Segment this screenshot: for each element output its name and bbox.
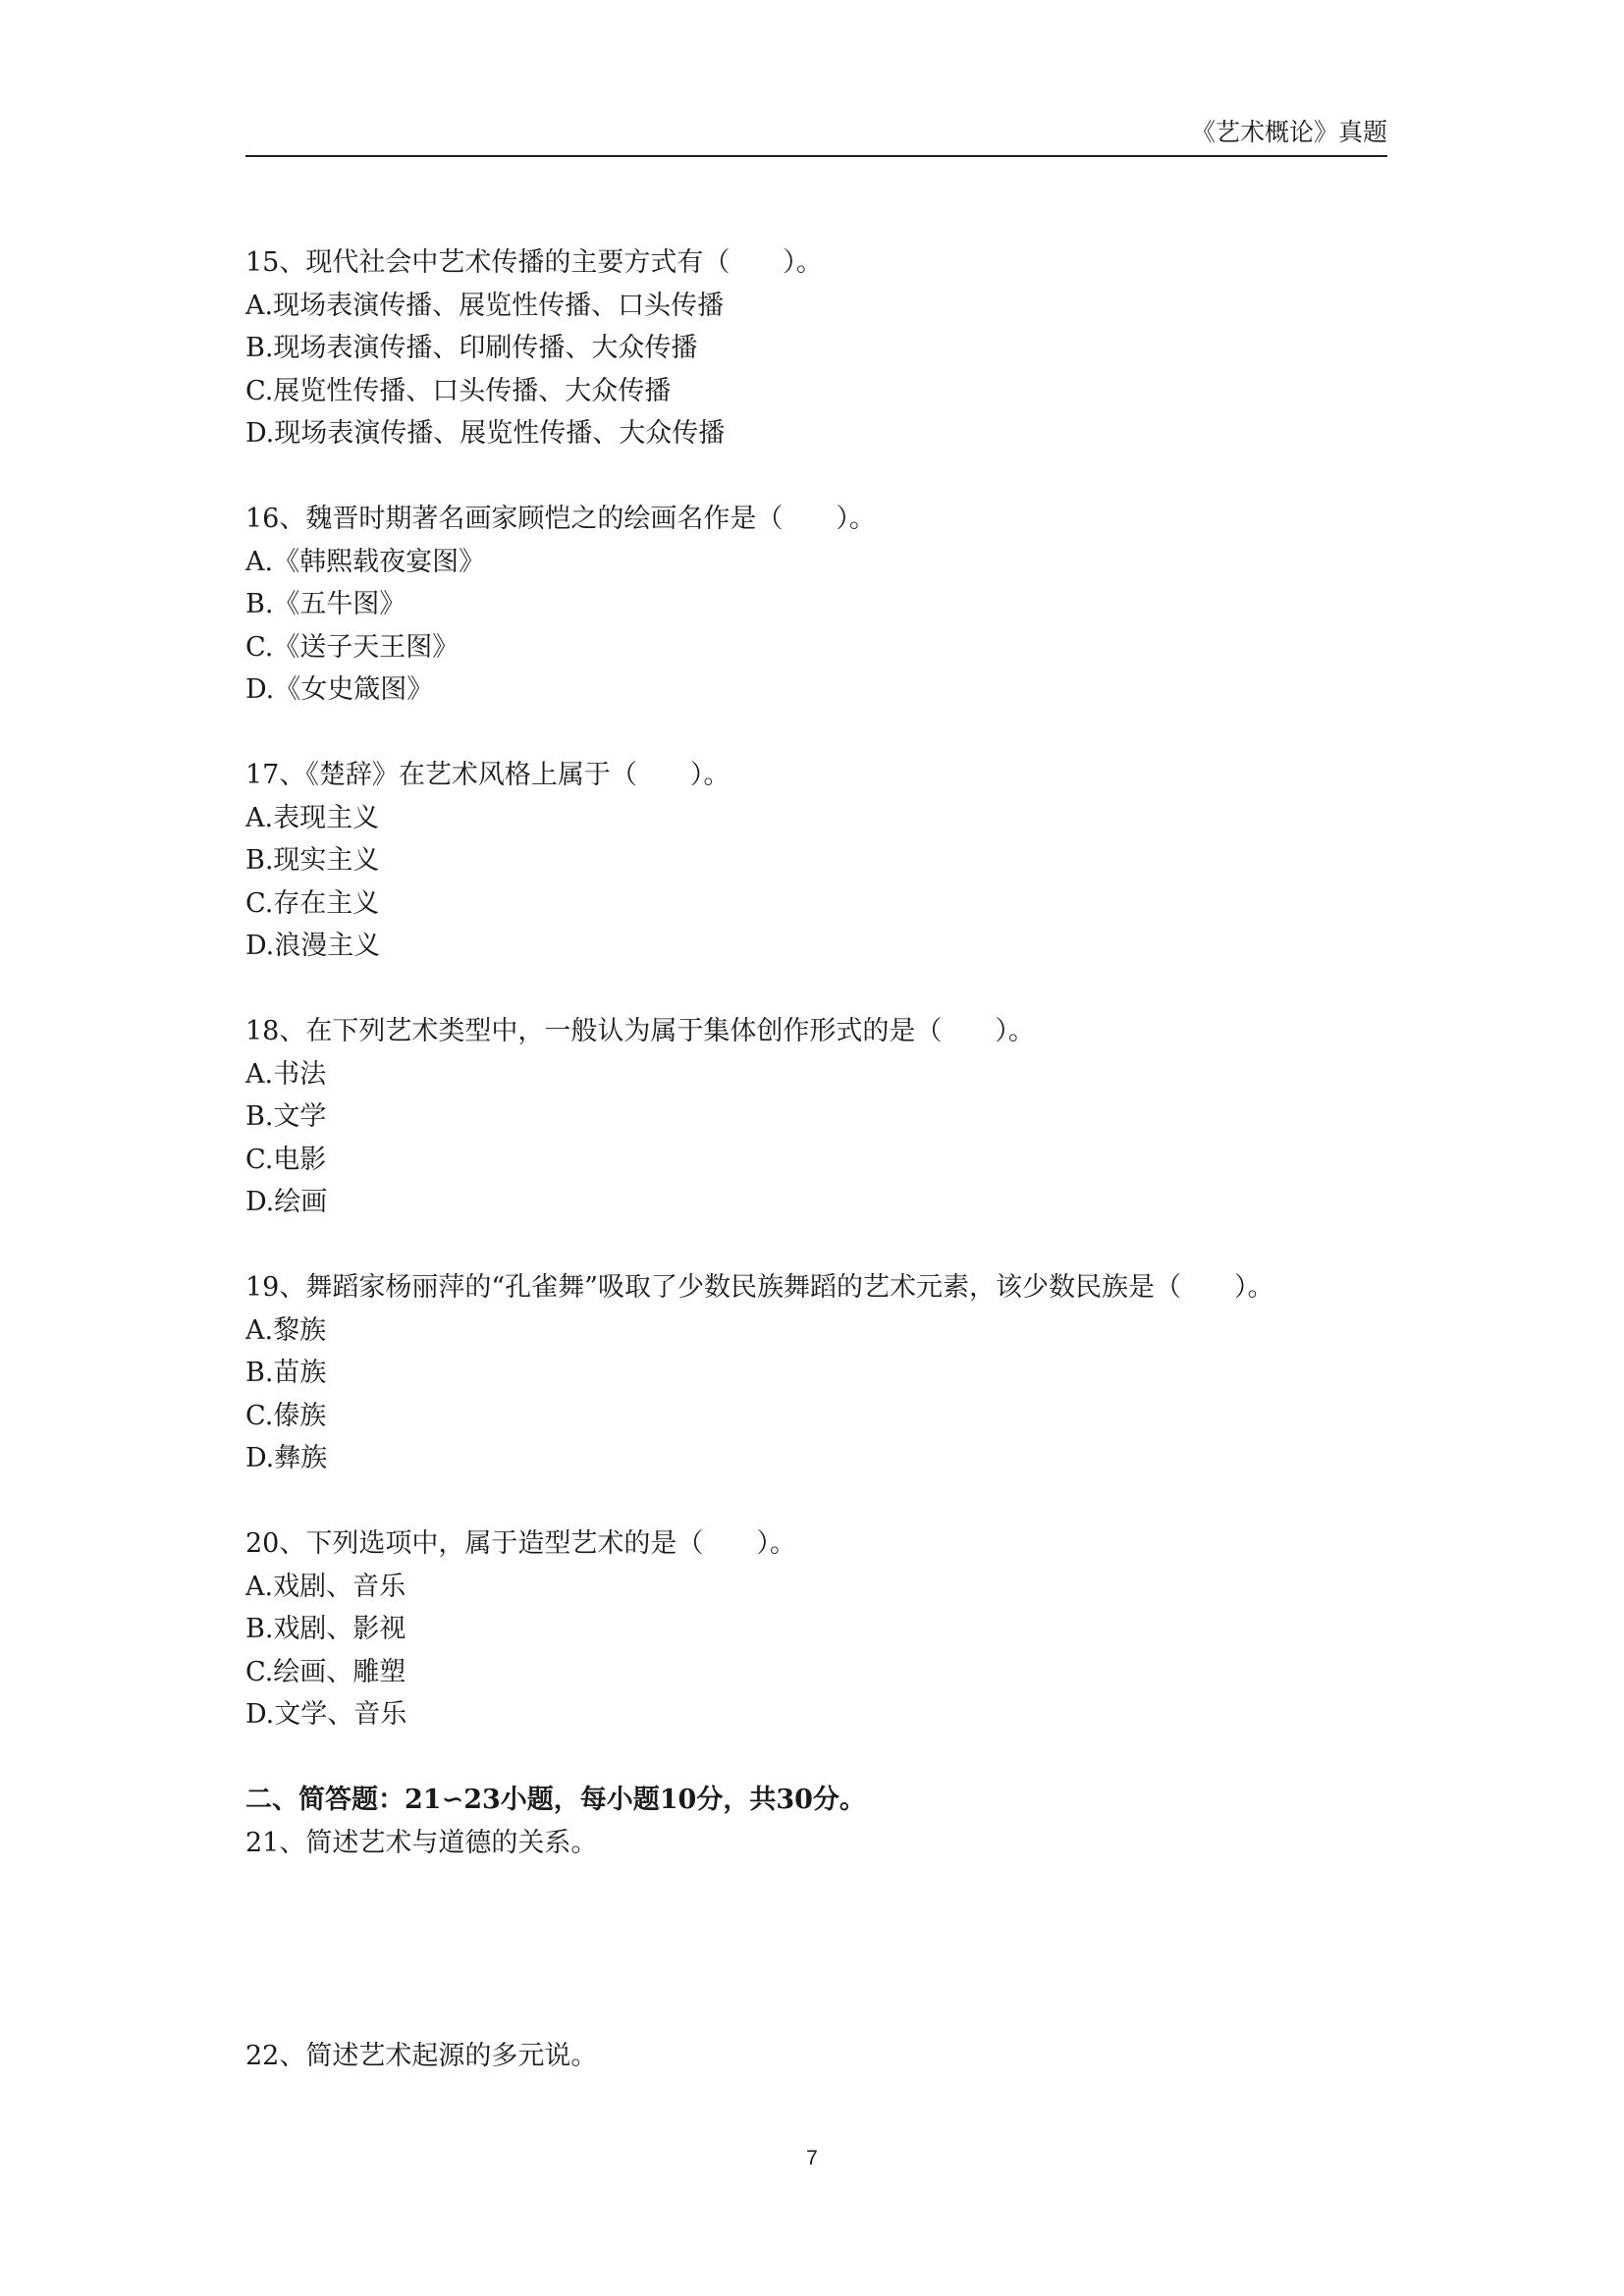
question-15 (245, 241, 1387, 455)
option-c: C.电影 (245, 1144, 327, 1175)
option-d: D.绘画 (245, 1187, 328, 1217)
option-a: A.黎族 (245, 1314, 327, 1346)
option-a: A.现场表演传播、展览性传播、口头传播 (245, 290, 725, 321)
option-b: B.戏剧、影视 (245, 1614, 406, 1644)
option-d: D.浪漫主义 (245, 931, 381, 961)
question-stem: 20、下列选项中，属于造型艺术的是（ ）。 (245, 1528, 796, 1559)
question-17 (245, 754, 1387, 968)
question-stem: 16、魏晋时期著名画家顾恺之的绘画名作是（ ）。 (245, 504, 876, 534)
option-c: C.傣族 (245, 1400, 327, 1431)
option-c: C.展览性传播、口头传播、大众传播 (245, 375, 672, 406)
option-d: D.彝族 (245, 1443, 328, 1473)
header-title: 《艺术概论》真题 (1190, 118, 1387, 146)
spacer (245, 1224, 1387, 1267)
question-stem: 19、舞蹈家杨丽萍的“孔雀舞”吸取了少数民族舞蹈的艺术元素，该少数民族是（ ）。 (245, 1272, 1274, 1303)
option-b: B.文学 (245, 1101, 327, 1132)
option-d: D.《女史箴图》 (245, 674, 434, 705)
option-b: B.现实主义 (245, 845, 380, 876)
option-d: D.现场表演传播、展览性传播、大众传播 (245, 418, 726, 449)
spacer (245, 1736, 1387, 1780)
option-a: A.《韩熙载夜宴图》 (245, 546, 486, 577)
question-21: 21、简述艺术与道德的关系。 (245, 1827, 598, 1858)
question-16 (245, 498, 1387, 712)
option-a: A.表现主义 (245, 802, 380, 833)
spacer (245, 455, 1387, 499)
question-stem: 18、在下列艺术类型中，一般认为属于集体创作形式的是（ ）。 (245, 1016, 1035, 1046)
answer-space (245, 1864, 1387, 2035)
question-22: 22、简述艺术起源的多元说。 (245, 2041, 598, 2071)
question-stem: 17、《楚辞》在艺术风格上属于（ ）。 (245, 760, 731, 790)
section-heading: 二、简答题：21∽23小题，每小题10分，共30分。 (245, 1785, 866, 1815)
page-header (245, 116, 1387, 157)
spacer (245, 712, 1387, 755)
question-20 (245, 1522, 1387, 1736)
option-b: B.苗族 (245, 1358, 327, 1388)
question-18 (245, 1010, 1387, 1224)
option-c: C.存在主义 (245, 887, 380, 919)
option-b: B.《五牛图》 (245, 589, 406, 619)
spacer (245, 1480, 1387, 1523)
option-c: C.绘画、雕塑 (245, 1656, 406, 1687)
question-19 (245, 1266, 1387, 1480)
option-c: C.《送子天王图》 (245, 631, 460, 663)
question-stem: 15、现代社会中艺术传播的主要方式有（ ）。 (245, 247, 823, 278)
page-number: 7 (806, 2147, 818, 2169)
option-d: D.文学、音乐 (245, 1699, 407, 1730)
spacer (245, 968, 1387, 1011)
option-a: A.戏剧、音乐 (245, 1571, 406, 1602)
option-b: B.现场表演传播、印刷传播、大众传播 (245, 333, 698, 363)
option-a: A.书法 (245, 1058, 327, 1090)
page-content (245, 241, 1387, 2078)
